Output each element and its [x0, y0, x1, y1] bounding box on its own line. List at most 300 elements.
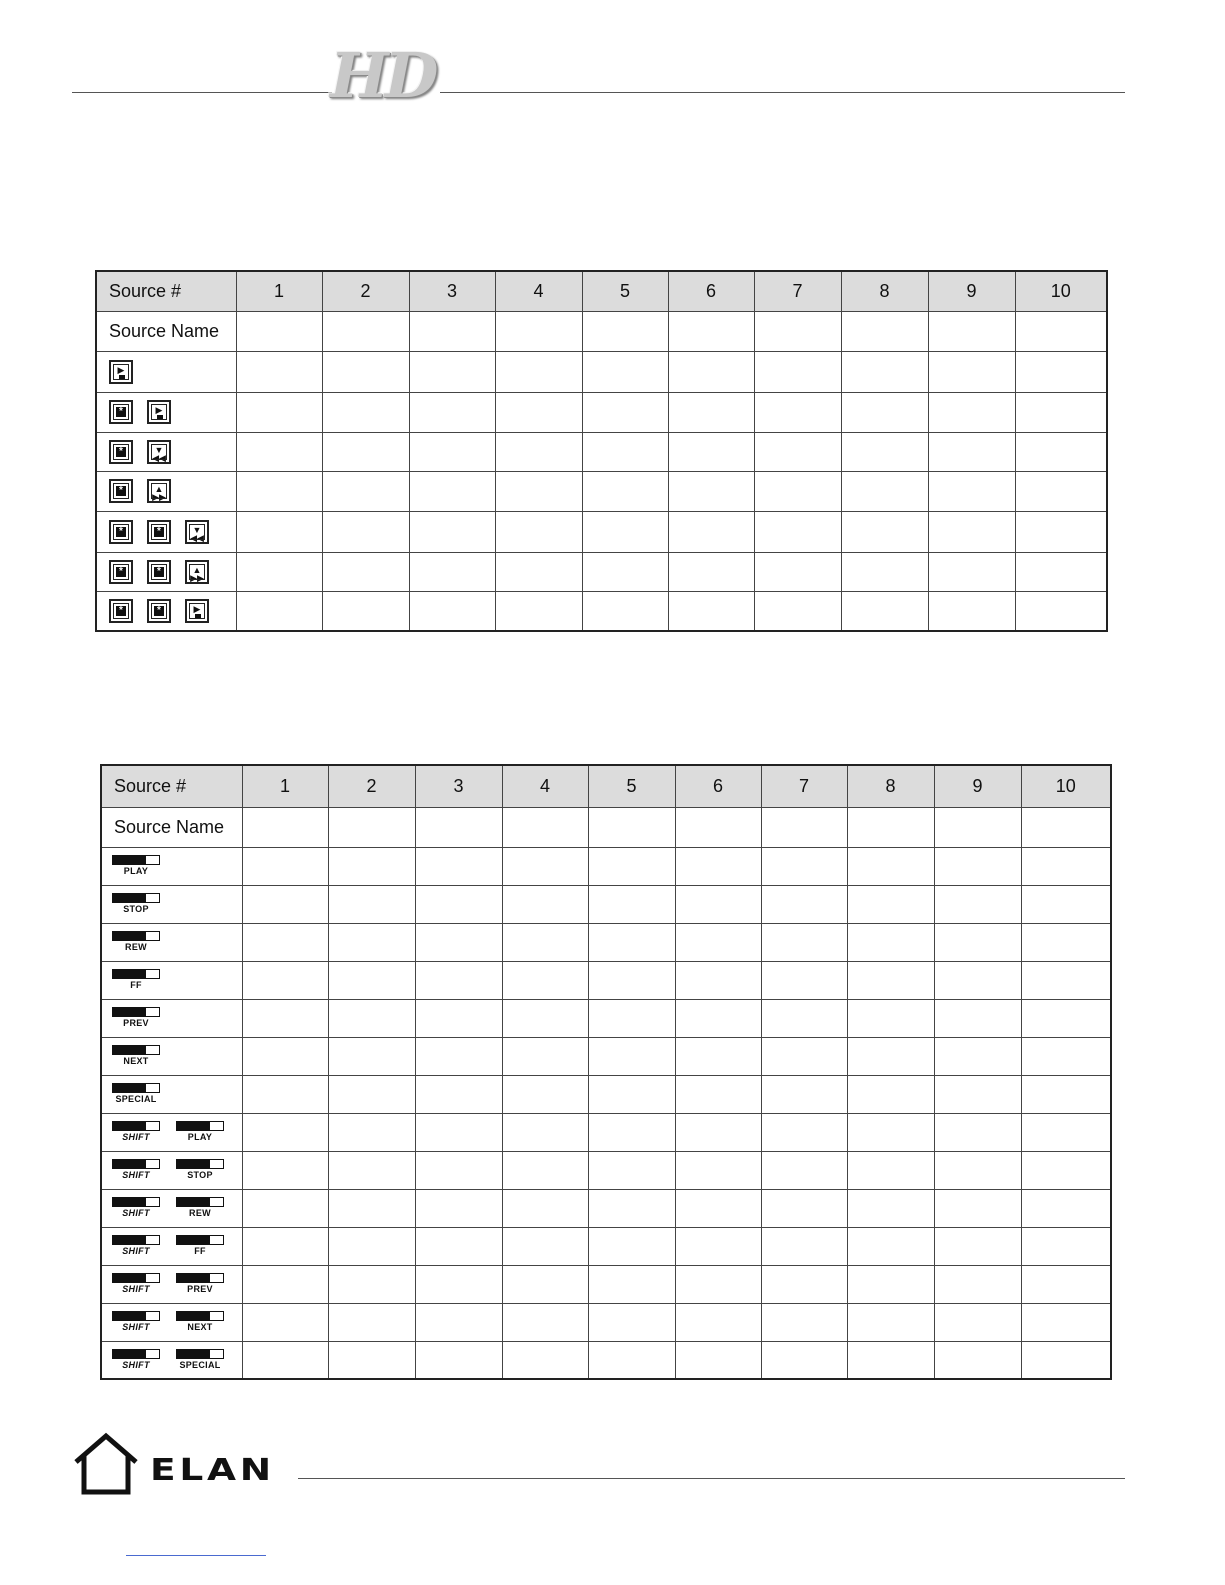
star-key-icon: * [109, 440, 133, 464]
star-key-icon: * [109, 479, 133, 503]
entry-cell[interactable] [841, 591, 928, 631]
entry-cell[interactable] [934, 999, 1021, 1037]
entry-cell[interactable] [841, 471, 928, 511]
entry-cell[interactable] [675, 923, 761, 961]
entry-cell[interactable] [415, 885, 502, 923]
source-name-row [96, 311, 1107, 351]
entry-cell[interactable] [928, 471, 1015, 511]
entry-cell[interactable] [847, 1265, 934, 1303]
entry-cell[interactable] [588, 807, 675, 847]
button-caption: PREV [123, 1018, 149, 1028]
entry-cell[interactable] [675, 1075, 761, 1113]
entry-cell[interactable] [495, 552, 582, 591]
entry-cell[interactable] [668, 511, 754, 552]
entry-cell[interactable] [328, 885, 415, 923]
entry-cell[interactable] [322, 432, 409, 471]
entry-cell[interactable] [495, 311, 582, 351]
entry-cell[interactable] [236, 392, 322, 432]
ff-button-icon [112, 969, 160, 991]
entry-cell[interactable] [754, 432, 841, 471]
entry-cell[interactable] [502, 961, 588, 999]
header-rule-left [72, 92, 332, 93]
button-caption: SPECIAL [179, 1359, 221, 1370]
shift-button-icon [112, 1235, 160, 1257]
entry-cell[interactable] [502, 847, 588, 885]
entry-cell[interactable] [847, 1113, 934, 1151]
entry-cell[interactable] [847, 847, 934, 885]
entry-cell[interactable] [754, 552, 841, 591]
entry-cell[interactable] [754, 392, 841, 432]
entry-cell[interactable] [588, 1037, 675, 1075]
entry-cell[interactable] [415, 1227, 502, 1265]
entry-cell[interactable] [675, 1189, 761, 1227]
entry-cell[interactable] [495, 351, 582, 392]
entry-cell[interactable] [322, 552, 409, 591]
entry-cell[interactable] [502, 1113, 588, 1151]
entry-cell[interactable] [754, 311, 841, 351]
entry-cell[interactable] [934, 1227, 1021, 1265]
entry-cell[interactable] [588, 1075, 675, 1113]
entry-cell[interactable] [328, 999, 415, 1037]
entry-cell[interactable] [322, 351, 409, 392]
entry-cell[interactable] [588, 1189, 675, 1227]
entry-cell[interactable] [588, 1227, 675, 1265]
entry-cell[interactable] [761, 1151, 847, 1189]
entry-cell[interactable] [847, 1037, 934, 1075]
source-name-label: Source Name [96, 311, 236, 351]
keypad-sequence [96, 432, 236, 471]
entry-cell[interactable] [761, 1303, 847, 1341]
entry-cell[interactable] [328, 847, 415, 885]
column-header: 8 [847, 765, 934, 807]
hd-logo: HD [330, 39, 435, 112]
entry-cell[interactable] [1021, 961, 1111, 999]
column-header: 1 [236, 271, 322, 311]
entry-cell[interactable] [588, 1265, 675, 1303]
entry-cell[interactable] [934, 961, 1021, 999]
entry-cell[interactable] [236, 351, 322, 392]
column-header: 9 [934, 765, 1021, 807]
column-header: 6 [668, 271, 754, 311]
entry-cell[interactable] [668, 432, 754, 471]
entry-cell[interactable] [754, 591, 841, 631]
entry-cell[interactable] [328, 1113, 415, 1151]
entry-cell[interactable] [328, 1189, 415, 1227]
entry-cell[interactable] [502, 885, 588, 923]
entry-cell[interactable] [928, 432, 1015, 471]
house-logo-icon [72, 1432, 140, 1496]
entry-cell[interactable] [495, 432, 582, 471]
shift-button-icon [112, 1159, 160, 1181]
entry-cell[interactable] [322, 511, 409, 552]
entry-cell[interactable] [934, 1075, 1021, 1113]
entry-cell[interactable] [675, 1151, 761, 1189]
entry-cell[interactable] [841, 511, 928, 552]
entry-cell[interactable] [675, 1037, 761, 1075]
entry-cell[interactable] [242, 1227, 328, 1265]
entry-cell[interactable] [928, 591, 1015, 631]
entry-cell[interactable] [409, 511, 495, 552]
entry-cell[interactable] [675, 1113, 761, 1151]
entry-cell[interactable] [934, 807, 1021, 847]
entry-cell[interactable] [1021, 1075, 1111, 1113]
entry-cell[interactable] [588, 1151, 675, 1189]
entry-cell[interactable] [415, 1075, 502, 1113]
entry-cell[interactable] [675, 885, 761, 923]
entry-cell[interactable] [761, 923, 847, 961]
column-header: 4 [495, 271, 582, 311]
entry-cell[interactable] [328, 923, 415, 961]
entry-cell[interactable] [1021, 847, 1111, 885]
entry-cell[interactable] [242, 807, 328, 847]
button-caption: STOP [187, 1170, 213, 1180]
column-header: 7 [761, 765, 847, 807]
entry-cell[interactable] [761, 1189, 847, 1227]
button-caption: SHIFT [122, 1170, 150, 1180]
entry-cell[interactable] [754, 511, 841, 552]
entry-cell[interactable] [847, 1341, 934, 1379]
entry-cell[interactable] [236, 471, 322, 511]
footer-rule [298, 1478, 1125, 1479]
entry-cell[interactable] [588, 999, 675, 1037]
entry-cell[interactable] [668, 471, 754, 511]
entry-cell[interactable] [934, 923, 1021, 961]
entry-cell[interactable] [328, 1265, 415, 1303]
entry-cell[interactable] [1015, 311, 1107, 351]
entry-cell[interactable] [754, 471, 841, 511]
entry-cell[interactable] [502, 1303, 588, 1341]
shift-button-icon [112, 1349, 160, 1371]
entry-cell[interactable] [236, 552, 322, 591]
entry-cell[interactable] [847, 1151, 934, 1189]
shift-button-icon [112, 1121, 160, 1143]
entry-cell[interactable] [415, 961, 502, 999]
entry-cell[interactable] [242, 1113, 328, 1151]
entry-cell[interactable] [409, 471, 495, 511]
entry-cell[interactable] [668, 311, 754, 351]
entry-cell[interactable] [242, 1075, 328, 1113]
remote-button-sequence [101, 1151, 242, 1189]
entry-cell[interactable] [495, 591, 582, 631]
entry-cell[interactable] [675, 1303, 761, 1341]
entry-cell[interactable] [242, 1265, 328, 1303]
button-caption: SPECIAL [115, 1094, 157, 1104]
table-row [101, 1151, 1111, 1189]
entry-cell[interactable] [328, 807, 415, 847]
entry-cell[interactable] [668, 591, 754, 631]
entry-cell[interactable] [847, 923, 934, 961]
button-caption: FF [130, 980, 142, 990]
entry-cell[interactable] [934, 1303, 1021, 1341]
entry-cell[interactable] [761, 1113, 847, 1151]
footer-link-underline [126, 1555, 266, 1556]
entry-cell[interactable] [242, 1303, 328, 1341]
entry-cell[interactable] [934, 1113, 1021, 1151]
entry-cell[interactable] [675, 1227, 761, 1265]
source-number-label: Source # [96, 271, 236, 311]
entry-cell[interactable] [754, 351, 841, 392]
button-caption: STOP [123, 904, 149, 914]
button-caption: REW [125, 942, 147, 952]
button-caption: SHIFT [122, 1246, 150, 1256]
entry-cell[interactable] [761, 1341, 847, 1379]
entry-cell[interactable] [415, 1113, 502, 1151]
prev-button-icon [176, 1273, 224, 1295]
button-caption: PREV [187, 1284, 213, 1294]
entry-cell[interactable] [928, 552, 1015, 591]
entry-cell[interactable] [1021, 999, 1111, 1037]
entry-cell[interactable] [502, 923, 588, 961]
entry-cell[interactable] [588, 885, 675, 923]
prev-button-icon [112, 1007, 160, 1029]
entry-cell[interactable] [1015, 471, 1107, 511]
entry-cell[interactable] [415, 1303, 502, 1341]
entry-cell[interactable] [328, 1227, 415, 1265]
entry-cell[interactable] [242, 1341, 328, 1379]
entry-cell[interactable] [847, 961, 934, 999]
entry-cell[interactable] [322, 392, 409, 432]
remote-button-sequence [101, 1075, 242, 1113]
remote-source-table [100, 764, 1112, 1380]
column-header: 2 [322, 271, 409, 311]
entry-cell[interactable] [502, 999, 588, 1037]
entry-cell[interactable] [675, 847, 761, 885]
entry-cell[interactable] [847, 999, 934, 1037]
rew-button-icon [112, 931, 160, 953]
entry-cell[interactable] [502, 1341, 588, 1379]
entry-cell[interactable] [495, 392, 582, 432]
entry-cell[interactable] [761, 1227, 847, 1265]
keypad-sequence [96, 351, 236, 392]
entry-cell[interactable] [675, 807, 761, 847]
entry-cell[interactable] [582, 591, 668, 631]
entry-cell[interactable] [502, 1227, 588, 1265]
entry-cell[interactable] [934, 1189, 1021, 1227]
entry-cell[interactable] [1015, 432, 1107, 471]
remote-button-sequence [101, 885, 242, 923]
rew-button-icon [176, 1197, 224, 1219]
entry-cell[interactable] [582, 311, 668, 351]
entry-cell[interactable] [242, 847, 328, 885]
entry-cell[interactable] [588, 1113, 675, 1151]
header-rule-right [440, 92, 1125, 93]
entry-cell[interactable] [761, 999, 847, 1037]
entry-cell[interactable] [934, 1151, 1021, 1189]
entry-cell[interactable] [1021, 1189, 1111, 1227]
entry-cell[interactable] [415, 999, 502, 1037]
entry-cell[interactable] [1015, 591, 1107, 631]
entry-cell[interactable] [502, 1037, 588, 1075]
entry-cell[interactable] [841, 392, 928, 432]
table-row [96, 392, 1107, 432]
entry-cell[interactable] [236, 432, 322, 471]
entry-cell[interactable] [328, 1151, 415, 1189]
entry-cell[interactable] [761, 847, 847, 885]
entry-cell[interactable] [1021, 1113, 1111, 1151]
entry-cell[interactable] [668, 392, 754, 432]
entry-cell[interactable] [409, 351, 495, 392]
column-header: 2 [328, 765, 415, 807]
button-caption: SHIFT [122, 1132, 150, 1142]
entry-cell[interactable] [761, 1037, 847, 1075]
entry-cell[interactable] [934, 1265, 1021, 1303]
entry-cell[interactable] [847, 1075, 934, 1113]
entry-cell[interactable] [415, 1341, 502, 1379]
entry-cell[interactable] [415, 1037, 502, 1075]
entry-cell[interactable] [841, 552, 928, 591]
entry-cell[interactable] [588, 923, 675, 961]
entry-cell[interactable] [675, 1265, 761, 1303]
entry-cell[interactable] [1015, 511, 1107, 552]
entry-cell[interactable] [1021, 923, 1111, 961]
entry-cell[interactable] [1021, 885, 1111, 923]
entry-cell[interactable] [582, 432, 668, 471]
entry-cell[interactable] [1021, 1303, 1111, 1341]
entry-cell[interactable] [242, 1037, 328, 1075]
entry-cell[interactable] [242, 1151, 328, 1189]
column-header: 10 [1015, 271, 1107, 311]
entry-cell[interactable] [668, 351, 754, 392]
entry-cell[interactable] [236, 311, 322, 351]
entry-cell[interactable] [322, 471, 409, 511]
entry-cell[interactable] [1021, 1151, 1111, 1189]
shift-button-icon [112, 1197, 160, 1219]
entry-cell[interactable] [415, 1265, 502, 1303]
column-header: 9 [928, 271, 1015, 311]
entry-cell[interactable] [761, 1075, 847, 1113]
entry-cell[interactable] [242, 961, 328, 999]
remote-button-sequence [101, 923, 242, 961]
entry-cell[interactable] [502, 807, 588, 847]
stop-button-icon [176, 1159, 224, 1181]
table-row [96, 552, 1107, 591]
entry-cell[interactable] [761, 807, 847, 847]
entry-cell[interactable] [928, 511, 1015, 552]
entry-cell[interactable] [1015, 351, 1107, 392]
entry-cell[interactable] [495, 511, 582, 552]
entry-cell[interactable] [588, 1341, 675, 1379]
entry-cell[interactable] [761, 1265, 847, 1303]
table-row [101, 999, 1111, 1037]
entry-cell[interactable] [582, 552, 668, 591]
entry-cell[interactable] [242, 923, 328, 961]
next-button-icon [112, 1045, 160, 1067]
entry-cell[interactable] [1021, 1341, 1111, 1379]
entry-cell[interactable] [928, 311, 1015, 351]
entry-cell[interactable] [1015, 392, 1107, 432]
special-button-icon [112, 1083, 160, 1105]
entry-cell[interactable] [409, 311, 495, 351]
entry-cell[interactable] [588, 847, 675, 885]
entry-cell[interactable] [415, 807, 502, 847]
entry-cell[interactable] [675, 961, 761, 999]
entry-cell[interactable] [582, 471, 668, 511]
entry-cell[interactable] [328, 1075, 415, 1113]
entry-cell[interactable] [322, 311, 409, 351]
entry-cell[interactable] [415, 1189, 502, 1227]
table-row [101, 1265, 1111, 1303]
star-key-icon: * [147, 560, 171, 584]
entry-cell[interactable] [761, 885, 847, 923]
entry-cell[interactable] [415, 923, 502, 961]
entry-cell[interactable] [847, 1303, 934, 1341]
entry-cell[interactable] [582, 392, 668, 432]
entry-cell[interactable] [675, 999, 761, 1037]
entry-cell[interactable] [409, 552, 495, 591]
table-row [101, 1341, 1111, 1379]
entry-cell[interactable] [928, 392, 1015, 432]
entry-cell[interactable] [1021, 1037, 1111, 1075]
remote-button-sequence [101, 1189, 242, 1227]
entry-cell[interactable] [495, 471, 582, 511]
entry-cell[interactable] [934, 885, 1021, 923]
entry-cell[interactable] [1021, 1265, 1111, 1303]
entry-cell[interactable] [934, 847, 1021, 885]
play-button-icon [112, 855, 160, 877]
entry-cell[interactable] [588, 961, 675, 999]
entry-cell[interactable] [1021, 1227, 1111, 1265]
entry-cell[interactable] [502, 1265, 588, 1303]
source-name-row [101, 807, 1111, 847]
entry-cell[interactable] [847, 1189, 934, 1227]
entry-cell[interactable] [934, 1037, 1021, 1075]
entry-cell[interactable] [236, 511, 322, 552]
entry-cell[interactable] [415, 847, 502, 885]
column-header: 3 [415, 765, 502, 807]
entry-cell[interactable] [502, 1189, 588, 1227]
entry-cell[interactable] [847, 1227, 934, 1265]
entry-cell[interactable] [502, 1151, 588, 1189]
entry-cell[interactable] [409, 392, 495, 432]
entry-cell[interactable] [1015, 552, 1107, 591]
entry-cell[interactable] [502, 1075, 588, 1113]
table-row [96, 591, 1107, 631]
play-stop-key-icon: ▶ [185, 599, 209, 623]
entry-cell[interactable] [841, 351, 928, 392]
entry-cell[interactable] [582, 351, 668, 392]
entry-cell[interactable] [1021, 807, 1111, 847]
entry-cell[interactable] [588, 1303, 675, 1341]
entry-cell[interactable] [322, 591, 409, 631]
entry-cell[interactable] [415, 1151, 502, 1189]
entry-cell[interactable] [675, 1341, 761, 1379]
entry-cell[interactable] [328, 1037, 415, 1075]
table-header-row [96, 271, 1107, 311]
entry-cell[interactable] [328, 961, 415, 999]
entry-cell[interactable] [841, 432, 928, 471]
down-rew-key-icon: ▼ ◀◀ [185, 520, 209, 544]
entry-cell[interactable] [409, 432, 495, 471]
entry-cell[interactable] [242, 1189, 328, 1227]
entry-cell[interactable] [328, 1303, 415, 1341]
entry-cell[interactable] [928, 351, 1015, 392]
table-row [101, 923, 1111, 961]
entry-cell[interactable] [328, 1341, 415, 1379]
entry-cell[interactable] [242, 885, 328, 923]
entry-cell[interactable] [847, 885, 934, 923]
table-row [101, 1303, 1111, 1341]
entry-cell[interactable] [841, 311, 928, 351]
entry-cell[interactable] [409, 591, 495, 631]
entry-cell[interactable] [934, 1341, 1021, 1379]
entry-cell[interactable] [236, 591, 322, 631]
entry-cell[interactable] [668, 552, 754, 591]
entry-cell[interactable] [582, 511, 668, 552]
entry-cell[interactable] [242, 999, 328, 1037]
entry-cell[interactable] [761, 961, 847, 999]
entry-cell[interactable] [847, 807, 934, 847]
table-row [96, 432, 1107, 471]
